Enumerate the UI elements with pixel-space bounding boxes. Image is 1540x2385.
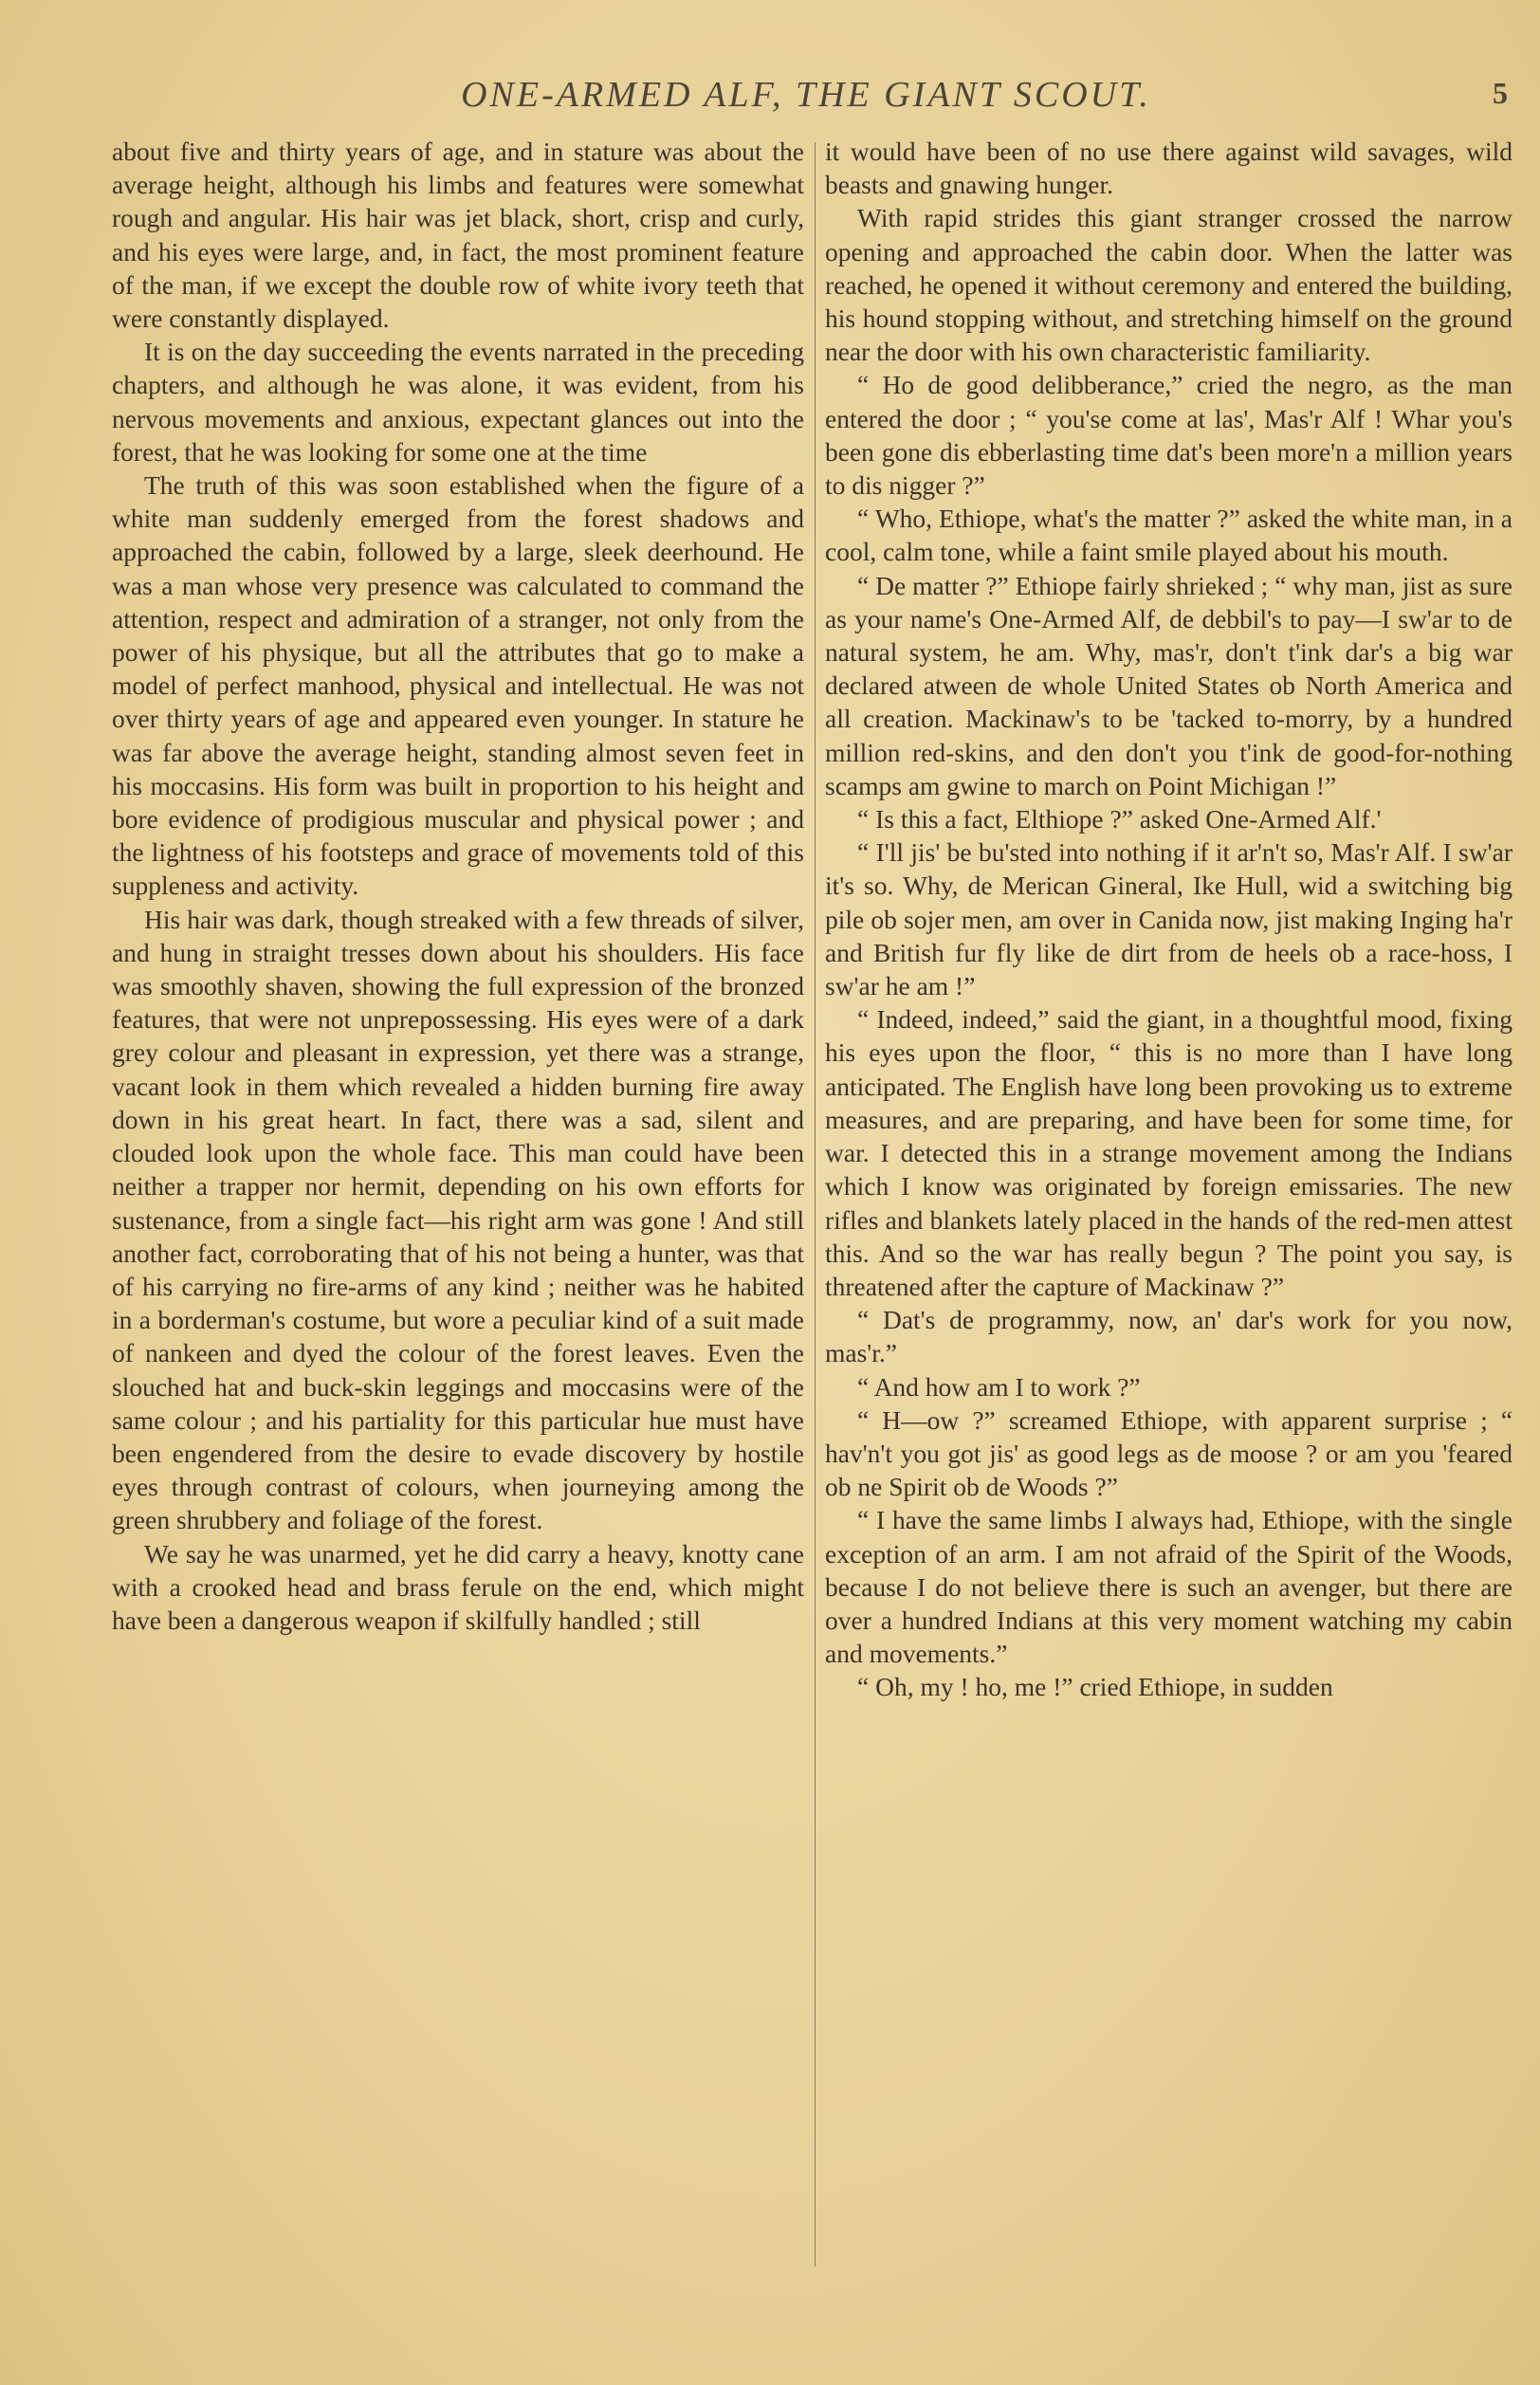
paragraph: It is on the day succeeding the events narrated in the preceding chapters, and although he was alone, it was evident, from his nervous movements and anxious, expectant glances out into the forest, that he was looking for some one at the time [112,337,804,467]
running-title: ONE-ARMED ALF, THE GIANT SCOUT. [461,75,1151,115]
paragraph: about five and thirty years of age, and in stature was about the average height, although his limbs and features were somewhat rough and angular. His hair was jet black, short, crisp and curly, and his eyes were large, and, in fact, the most prominent feature of the man, if we except the double row of white ivory teeth that were constantly displayed. [112,137,804,334]
paragraph: “ Indeed, indeed,” said the giant, in a thoughtful mood, fixing his eyes upon the floor, “ this is no more than I have long anticipated. The English have long been provoking us to extreme measures, and are preparing, and have been for some time, for war. I detected this in a strange movement among the Indians which I know was originated by foreign emissaries. The new rifles and blankets lately placed in the hands of the red-men attest this. And so the war has really begun ? The point you say, is threatened after the capture of Mackinaw ?” [825,1004,1512,1301]
paragraph: it would have been of no use there against wild savages, wild beasts and gnawing hunger. [825,137,1512,200]
left-column [112,135,804,2268]
paragraph: “ Ho de good delibberance,” cried the negro, as the man entered the door ; “ you'se come at las', Mas'r Alf ! Whar you's been gone dis ebberlasting time dat's been more'n a million years to dis nigger ?” [825,370,1512,501]
paragraph: We say he was unarmed, yet he did carry a heavy, knotty cane with a crooked head and brass ferule on the end, which might have been a dangerous weapon if skilfully handled ; still [112,1538,804,1635]
paragraph: “ Oh, my ! ho, me !” cried Ethiope, in sudden [857,1672,1333,1702]
paragraph: “ And how am I to work ?” [857,1371,1141,1402]
paragraph: “ I'll jis' be bu'sted into nothing if it ar'n't so, Mas'r Alf. I sw'ar it's so. Why, de Merican Gineral, Ike Hull, wid a switching big pile ob sojer men, am over in Canida now, jist making Inging ha'r and British fur fly like de dirt from de heels ob a race-hoss, I sw'ar he am !” [825,837,1512,1001]
running-head [104,74,1508,121]
column-divider [815,142,816,2266]
paragraph: His hair was dark, though streaked with a few threads of silver, and hung in straight tresses down about his shoulders. His face was smoothly shaven, showing the full expression of the bronzed features, that were not unprepossessing. His eyes were of a dark grey colour and pleasant in expression, yet there was a strange, vacant look in them which revealed a hidden burning fire away down in his great heart. In fact, there was a sad, silent and clouded look upon the whole face. This man could have been neither a trapper nor hermit, depending on his own efforts for sustenance, from a single fact—his right arm was gone ! And still another fact, corroborating that of his not being a hunter, was that of his carrying no fire-arms of any kind ; neither was he habited in a borderman's costume, but wore a peculiar kind of a suit made of nankeen and dyed the colour of the forest leaves. Even the slouched hat and buck-skin leggings and moccasins were of the same colour ; and his partiality for this particular hue must have been engendered from the desire to evade discovery by hostile eyes through contrast of colours, when journeying among the green shrubbery and foliage of the forest. [112,904,804,1535]
paragraph: “ H—ow ?” screamed Ethiope, with apparent surprise ; “ hav'n't you got jis' as good legs as de moose ? or am you 'feared ob ne Spirit ob de Woods ?” [825,1404,1512,1502]
paragraph: “ I have the same limbs I always had, Ethiope, with the single exception of an arm. I am not afraid of the Spirit of the Woods, because I do not believe there is such an avenger, but there are over a hundred Indians at this very moment watching my cabin and movements.” [825,1505,1512,1669]
paragraph: With rapid strides this giant stranger crossed the narrow opening and approached the cabin door. When the latter was reached, he opened it without ceremony and entered the building, his hound stopping without, and stretching himself on the ground near the door with his own characteristic familiarity. [825,203,1512,367]
paragraph: “ Dat's de programmy, now, an' dar's work for you now, mas'r.” [825,1305,1512,1368]
paragraph: “ Who, Ethiope, what's the matter ?” asked the white man, in a cool, calm tone, while a faint smile played about his mouth. [825,504,1512,567]
paragraph: “ Is this a fact, Elthiope ?” asked One-Armed Alf.' [857,804,1382,835]
paragraph: The truth of this was soon established when the figure of a white man suddenly emerged from the forest shadows and approached the cabin, followed by a large, sleek deerhound. He was a man whose very presence was calculated to command the attention, respect and admiration of a stranger, not only from the power of his physique, but all the attributes that go to make a model of perfect manhood, physical and intellectual. He was not over thirty years of age and appeared even younger. In stature he was far above the average height, standing almost seven feet in his moccasins. His form was built in proportion to his height and bore evidence of prodigious muscular and physical power ; and the lightness of his footsteps and grace of movements told of this suppleness and activity. [112,470,804,901]
paragraph: “ De matter ?” Ethiope fairly shrieked ; “ why man, jist as sure as your name's One-Armed Alf, de debbil's to pay—I sw'ar to de natural system, he am. Why, mas'r, don't t'ink dar's a big war declared atween de whole United States ob North America and all creation. Mackinaw's to be 'tacked to-morry, by a hundred million red-skins, and den don't you t'ink de good-for-nothing scamps am gwine to march on Point Michigan !” [825,570,1512,800]
right-column [825,135,1512,2268]
page-number: 5 [1493,76,1508,110]
